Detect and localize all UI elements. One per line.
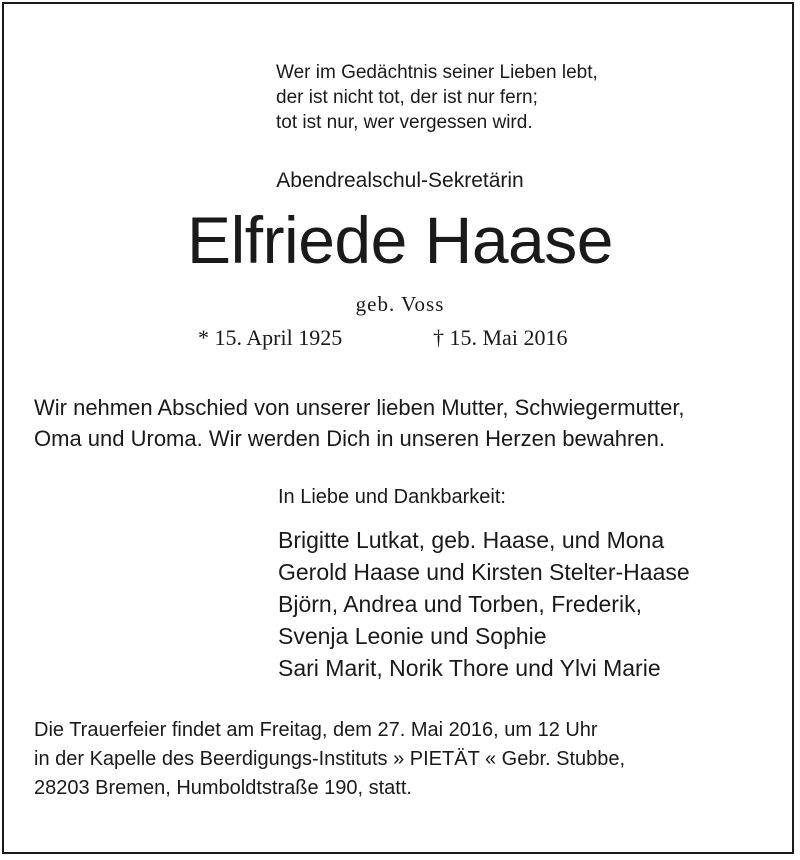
memorial-motto xyxy=(276,60,598,135)
ceremony-line: in der Kapelle des Beerdigungs-Instituts » PIETÄT « Gebr. Stubbe, xyxy=(34,748,626,770)
mourner-line: Brigitte Lutkat, geb. Haase, und Mona xyxy=(278,527,665,553)
mourners-list xyxy=(278,524,690,684)
maiden-name: geb. Voss xyxy=(355,292,445,316)
ceremony-line: Die Trauerfeier findet am Freitag, dem 27. Mai 2016, um 12 Uhr xyxy=(34,719,598,741)
ceremony-line: 28203 Bremen, Humboldtstraße 190, statt. xyxy=(34,777,412,799)
motto-line: der ist nicht tot, der ist nur fern; xyxy=(276,87,538,108)
profession: Abendrealschul-Sekretärin xyxy=(276,169,524,192)
mourner-line: Gerold Haase und Kirsten Stelter-Haase xyxy=(278,559,690,585)
farewell-line: Wir nehmen Abschied von unserer lieben Mutter, Schwiegermutter, xyxy=(34,395,685,420)
deceased-name: Elfriede Haase xyxy=(187,203,613,277)
motto-line: Wer im Gedächtnis seiner Lieben lebt, xyxy=(276,62,598,83)
mourner-line: Svenja Leonie und Sophie xyxy=(278,623,547,649)
mourners-label: In Liebe und Dankbarkeit: xyxy=(278,486,506,508)
motto-line: tot ist nur, wer vergessen wird. xyxy=(276,112,533,133)
death-date: † 15. Mai 2016 xyxy=(433,325,568,350)
mourner-line: Björn, Andrea und Torben, Frederik, xyxy=(278,591,642,617)
ceremony-info xyxy=(34,716,625,803)
mourner-line: Sari Marit, Norik Thore und Ylvi Marie xyxy=(278,655,661,681)
birth-date: * 15. April 1925 xyxy=(198,325,343,350)
farewell-text xyxy=(34,392,685,454)
farewell-line: Oma und Uroma. Wir werden Dich in unseren Herzen bewahren. xyxy=(34,426,665,451)
